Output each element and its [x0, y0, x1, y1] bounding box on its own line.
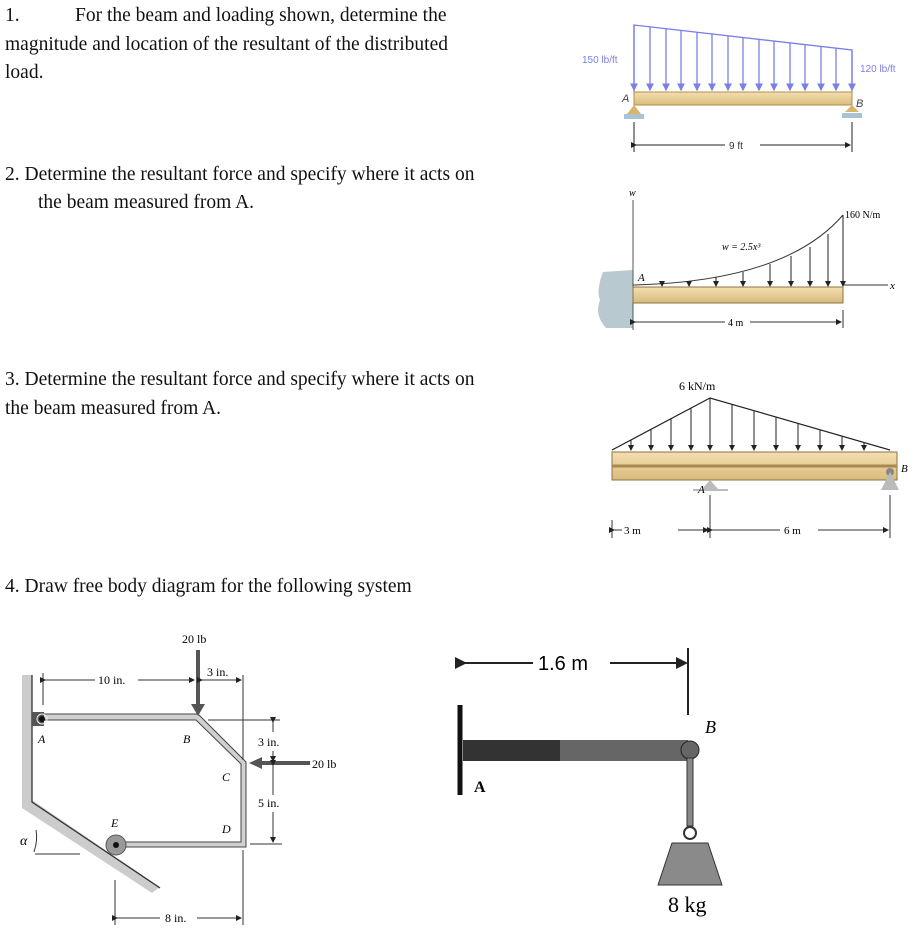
figure-5-cantilever: [460, 648, 722, 917]
dim-vert1-label: 3 in.: [258, 735, 280, 749]
problem-1-line-1: For the beam and loading shown, determine the: [75, 5, 447, 26]
label-a: A: [638, 272, 645, 284]
load-arrows: [631, 398, 864, 450]
force-arrow-side: [249, 757, 262, 769]
problem-2-line-2: the beam measured from A.: [38, 192, 255, 213]
dim-vert2-label: 5 in.: [258, 796, 280, 810]
beam: [633, 287, 843, 303]
right-load-label: 120 lb/ft: [860, 64, 896, 75]
label-b: B: [901, 463, 908, 475]
x-axis-label: x: [890, 280, 895, 292]
dim-bottom-label: 8 in.: [165, 911, 187, 925]
rod: [687, 758, 693, 826]
label-b: B: [183, 732, 191, 746]
force-side-label: 20 lb: [312, 757, 337, 771]
span-label: 4 m: [728, 318, 744, 329]
problem-3-line-1: 3. Determine the resultant force and specify where it acts on: [5, 369, 475, 390]
pin-support-a: [627, 105, 641, 114]
problem-1-line-2: magnitude and location of the resultant of the distributed: [5, 34, 448, 55]
force-top-label: 20 lb: [182, 632, 207, 646]
load-equation: w = 2.5x³: [722, 242, 761, 253]
wall: [22, 675, 160, 893]
label-d: D: [222, 822, 231, 836]
label-a: A: [38, 732, 46, 746]
span-right-label: 6 m: [784, 525, 801, 537]
problem-4-line-1: 4. Draw free body diagram for the following system: [5, 576, 412, 597]
label-a: A: [622, 93, 630, 105]
pulley-b: [681, 741, 699, 759]
w-axis-label: w: [629, 188, 636, 199]
label-b: B: [705, 717, 716, 737]
weight: [658, 843, 722, 885]
figure-1-beam: [582, 25, 896, 152]
label-e: E: [111, 816, 119, 830]
label-a: A: [698, 484, 705, 496]
peak-load-label: 6 kN/m: [679, 379, 716, 393]
left-load-label: 150 lb/ft: [582, 55, 618, 66]
max-load-label: 160 N/m: [845, 210, 881, 221]
label-a: A: [474, 779, 486, 796]
distributed-load-arrows: [634, 25, 852, 90]
span-label: 9 ft: [729, 141, 743, 152]
span-left-label: 3 m: [624, 525, 641, 537]
problem-2-line-1: 2. Determine the resultant force and specify where it acts on: [5, 164, 475, 185]
label-c: C: [222, 770, 231, 784]
dim-top-label: 3 in.: [207, 665, 229, 679]
problem-1-line-3: load.: [5, 62, 44, 83]
wall: [598, 270, 633, 328]
beam: [634, 92, 852, 105]
problem-1-number: 1.: [5, 5, 20, 26]
figure-4-bracket: [20, 632, 336, 925]
figure-2-beam: [598, 188, 895, 330]
figure-3-beam: [612, 379, 908, 538]
dim-ab-label: 10 in.: [98, 673, 126, 687]
mass-label: 8 kg: [668, 892, 707, 917]
length-label: 1.6 m: [538, 653, 589, 675]
angle-label: α: [20, 834, 28, 849]
problem-3-line-2: the beam measured from A.: [5, 398, 222, 419]
label-b: B: [856, 98, 864, 110]
